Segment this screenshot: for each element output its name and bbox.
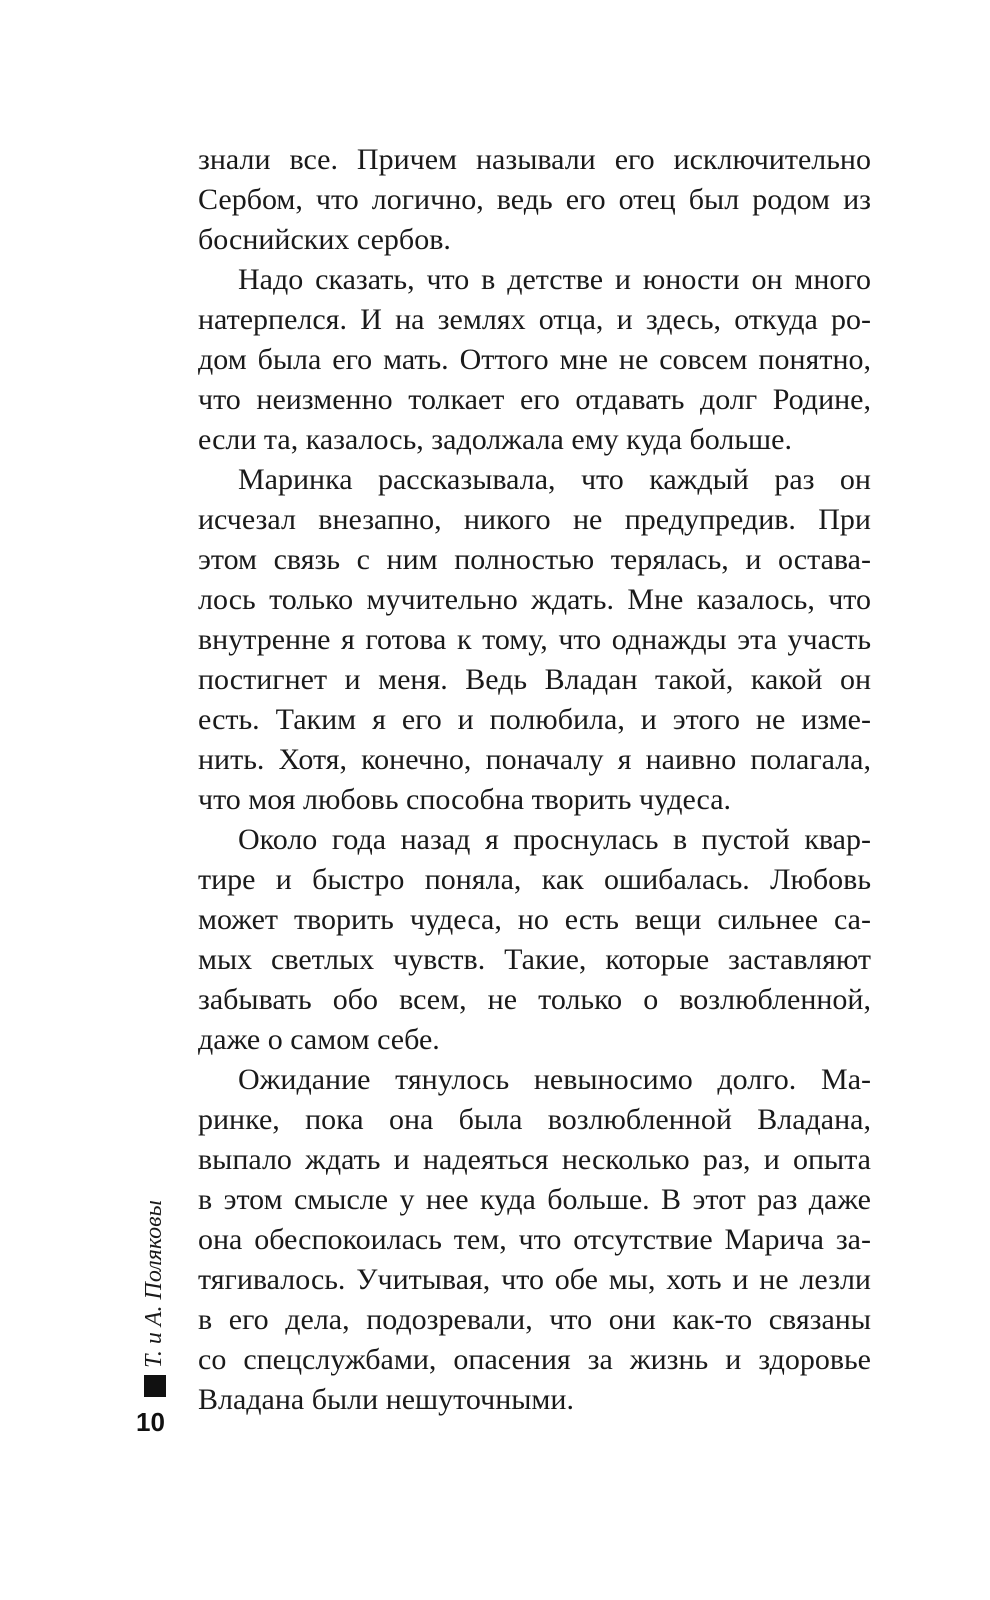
text-line: мых светлых чувств. Такие, которые заставляют (198, 943, 871, 976)
paragraph-4 (198, 820, 871, 1060)
text-line: исчезал внезапно, никого не предупредив. При (198, 503, 871, 536)
text-line: тягивалось. Учитывая, что обе мы, хоть и не лезли (198, 1263, 871, 1296)
text-line: боснийских сербов. (198, 223, 451, 256)
text-line: забывать обо всем, не только о возлюбленной, (198, 983, 871, 1016)
text-line: в этом смысле у нее куда больше. В этот раз даже (198, 1183, 871, 1216)
text-line: что моя любовь способна творить чудеса. (198, 783, 732, 816)
text-line: этом связь с ним полностью терялась, и остава- (198, 543, 871, 576)
body-text (198, 140, 871, 1420)
page-number: 10 (136, 1407, 165, 1437)
paragraph-5 (198, 1060, 871, 1420)
text-line: в его дела, подозревали, что они как-то связаны (198, 1303, 871, 1336)
text-line: даже о самом себе. (198, 1023, 440, 1056)
text-line: дом была его мать. Оттого мне не совсем понятно, (198, 343, 871, 376)
text-line: выпало ждать и надеяться несколько раз, и опыта (198, 1143, 871, 1176)
text-line: знали все. Причем называли его исключительно (198, 143, 871, 176)
paragraph-1 (198, 140, 871, 260)
text-line: что неизменно толкает его отдавать долг Родине, (198, 383, 871, 416)
page-marker-square (144, 1375, 166, 1397)
text-line: Около года назад я проснулась в пустой квар- (238, 823, 871, 856)
paragraph-3 (198, 460, 871, 820)
text-line: нить. Хотя, конечно, поначалу я наивно полагала, (198, 743, 871, 776)
text-line: Маринка рассказывала, что каждый раз он (238, 463, 871, 496)
text-line: если та, казалось, задолжала ему куда больше. (198, 423, 792, 456)
text-line: Ожидание тянулось невыносимо долго. Ма- (238, 1063, 871, 1096)
text-line: она обеспокоилась тем, что отсутствие Марича за- (198, 1223, 871, 1256)
text-line: постигнет и меня. Ведь Владан такой, какой он (198, 663, 871, 696)
text-line: ринке, пока она была возлюбленной Владана, (198, 1103, 871, 1136)
text-line: есть. Таким я его и полюбила, и этого не изме- (198, 703, 871, 736)
text-line: Владана были нешуточными. (198, 1383, 574, 1416)
text-line: может творить чудеса, но есть вещи сильнее са- (198, 903, 871, 936)
text-line: тире и быстро поняла, как ошибалась. Любовь (198, 863, 871, 896)
text-line: внутренне я готова к тому, что однажды эта участь (198, 623, 871, 656)
text-line: Сербом, что логично, ведь его отец был родом из (198, 183, 871, 216)
paragraph-2 (198, 260, 871, 460)
text-line: натерпелся. И на землях отца, и здесь, откуда ро- (198, 303, 871, 336)
running-head-author: Т. и А. Поляковы (141, 1200, 167, 1368)
text-line: Надо сказать, что в детстве и юности он много (238, 263, 871, 296)
text-line: со спецслужбами, опасения за жизнь и здоровье (198, 1343, 871, 1376)
text-line: лось только мучительно ждать. Мне казалось, что (198, 583, 871, 616)
